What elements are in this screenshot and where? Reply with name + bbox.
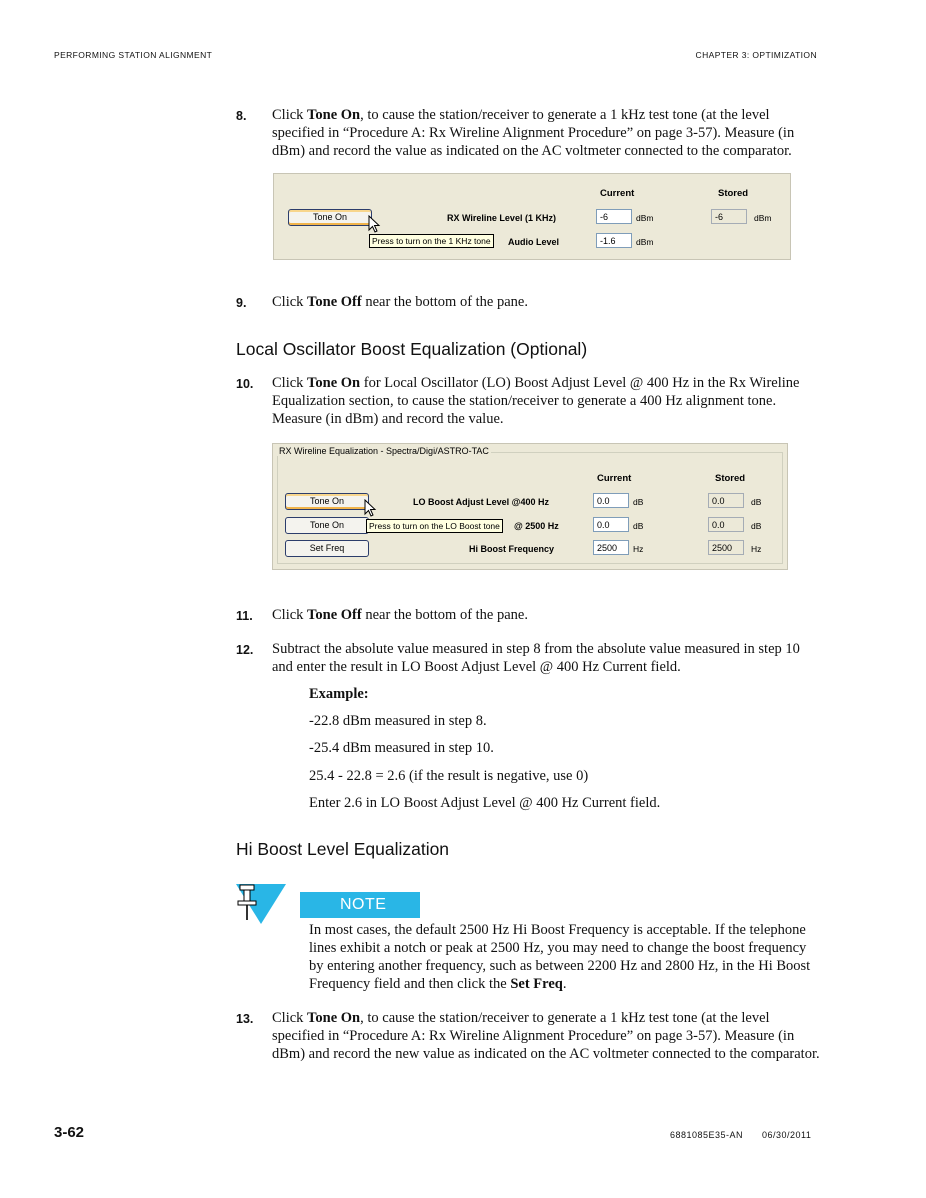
hi-boost-current-field[interactable]: 0.0 (593, 517, 629, 532)
step-number: 9. (236, 296, 247, 310)
step-text: Click Tone Off near the bottom of the pane. (272, 607, 528, 623)
unit-label: dB (633, 521, 644, 531)
unit-label: dB (633, 497, 644, 507)
lo-boost-adjust-level-label: LO Boost Adjust Level @400 Hz (413, 497, 549, 507)
rx-wireline-level-panel (273, 173, 791, 260)
step-number: 11. (236, 609, 253, 623)
step-number: 10. (236, 377, 254, 391)
running-header-left: PERFORMING STATION ALIGNMENT (54, 50, 213, 60)
step-number: 8. (236, 109, 247, 123)
lo-boost-tone-on-button[interactable]: Tone On (285, 493, 369, 510)
lo-boost-current-field[interactable]: 0.0 (593, 493, 629, 508)
rx-wireline-level-label: RX Wireline Level (1 KHz) (447, 213, 556, 223)
step-text: Click Tone On for Local Oscillator (LO) Boost Adjust Level @ 400 Hz in the Rx Wireline Equalization section, to cause the station/receiver to generate a 400 Hz alignment tone. Measure (in dBm) and record the value. (272, 375, 800, 427)
step-number: 13. (236, 1012, 254, 1026)
hi-boost-frequency-stored-field: 2500 (708, 540, 744, 555)
audio-level-label: Audio Level (508, 237, 560, 247)
note-label: NOTE (340, 896, 387, 913)
tooltip: Press to turn on the 1 KHz tone (369, 234, 494, 248)
hi-boost-tone-on-button[interactable]: Tone On (285, 517, 369, 534)
unit-label: Hz (633, 544, 644, 554)
example-line: -25.4 dBm measured in step 10. (309, 740, 494, 756)
unit-label: dBm (754, 213, 772, 223)
example-title: Example: (309, 686, 369, 702)
audio-level-current-field[interactable]: -1.6 (596, 233, 632, 248)
pushpin-note-icon (236, 884, 288, 926)
stored-column-header: Stored (715, 473, 746, 484)
tone-on-button[interactable]: Tone On (288, 209, 372, 226)
stored-column-header: Stored (718, 188, 749, 199)
unit-label: dB (751, 497, 762, 507)
rx-wireline-equalization-panel (272, 443, 788, 570)
hi-boost-level-label: @ 2500 Hz (514, 521, 559, 531)
example-line: Enter 2.6 in LO Boost Adjust Level @ 400 Hz Current field. (309, 795, 661, 811)
example-line: 25.4 - 22.8 = 2.6 (if the result is negative, use 0) (309, 768, 589, 784)
unit-label: dB (751, 521, 762, 531)
current-column-header: Current (600, 188, 635, 199)
tooltip: Press to turn on the LO Boost tone (366, 519, 503, 533)
lo-boost-stored-field: 0.0 (708, 493, 744, 508)
set-freq-button[interactable]: Set Freq (285, 540, 369, 557)
example-line: -22.8 dBm measured in step 8. (309, 713, 487, 729)
note-label-bar (300, 892, 420, 918)
document-date: 06/30/2011 (762, 1130, 812, 1140)
rx-wireline-level-current-field[interactable]: -6 (596, 209, 632, 224)
hi-boost-frequency-current-field[interactable]: 2500 (593, 540, 629, 555)
group-box-title: RX Wireline Equalization - Spectra/Digi/ASTRO-TAC (279, 446, 489, 456)
step-text: Click Tone Off near the bottom of the pane. (272, 294, 528, 310)
step-text: Click Tone On, to cause the station/receiver to generate a 1 kHz test tone (at the level specified in “Procedure A: Rx Wireline Alignment Procedure” on page 3-57). Measure (in dBm) and record the new value as indicated on the AC voltmeter connected to the comparator. (272, 1010, 820, 1062)
unit-label: dBm (636, 213, 654, 223)
step-number: 12. (236, 643, 254, 657)
section-heading: Hi Boost Level Equalization (236, 839, 450, 859)
mouse-cursor-icon (364, 499, 378, 519)
step-text: Subtract the absolute value measured in step 8 from the absolute value measured in step 10 and enter the result in LO Boost Adjust Level @ 400 Hz Current field. (272, 641, 800, 675)
hi-boost-stored-field: 0.0 (708, 517, 744, 532)
current-column-header: Current (597, 473, 632, 484)
unit-label: dBm (636, 237, 654, 247)
mouse-cursor-icon (368, 215, 382, 235)
unit-label: Hz (751, 544, 762, 554)
rx-wireline-level-stored-field: -6 (711, 209, 747, 224)
page-number: 3-62 (54, 1124, 85, 1141)
document-number: 6881085E35-AN (670, 1130, 744, 1140)
note-text: In most cases, the default 2500 Hz Hi Boost Frequency is acceptable. If the telephone lines exhibit a notch or peak at 2500 Hz, you may need to change the boost frequency by entering another frequency, such as between 2200 Hz and 2800 Hz, in the Hi Boost Frequency field and then click the Set Freq. (309, 922, 811, 992)
step-text: Click Tone On, to cause the station/receiver to generate a 1 kHz test tone (at the level specified in “Procedure A: Rx Wireline Alignment Procedure” on page 3-57). Measure (in dBm) and record the value as indicated on the AC voltmeter connected to the comparator. (272, 107, 795, 159)
hi-boost-frequency-label: Hi Boost Frequency (469, 544, 555, 554)
running-header-right: CHAPTER 3: OPTIMIZATION (695, 50, 817, 60)
section-heading: Local Oscillator Boost Equalization (Optional) (236, 339, 588, 359)
